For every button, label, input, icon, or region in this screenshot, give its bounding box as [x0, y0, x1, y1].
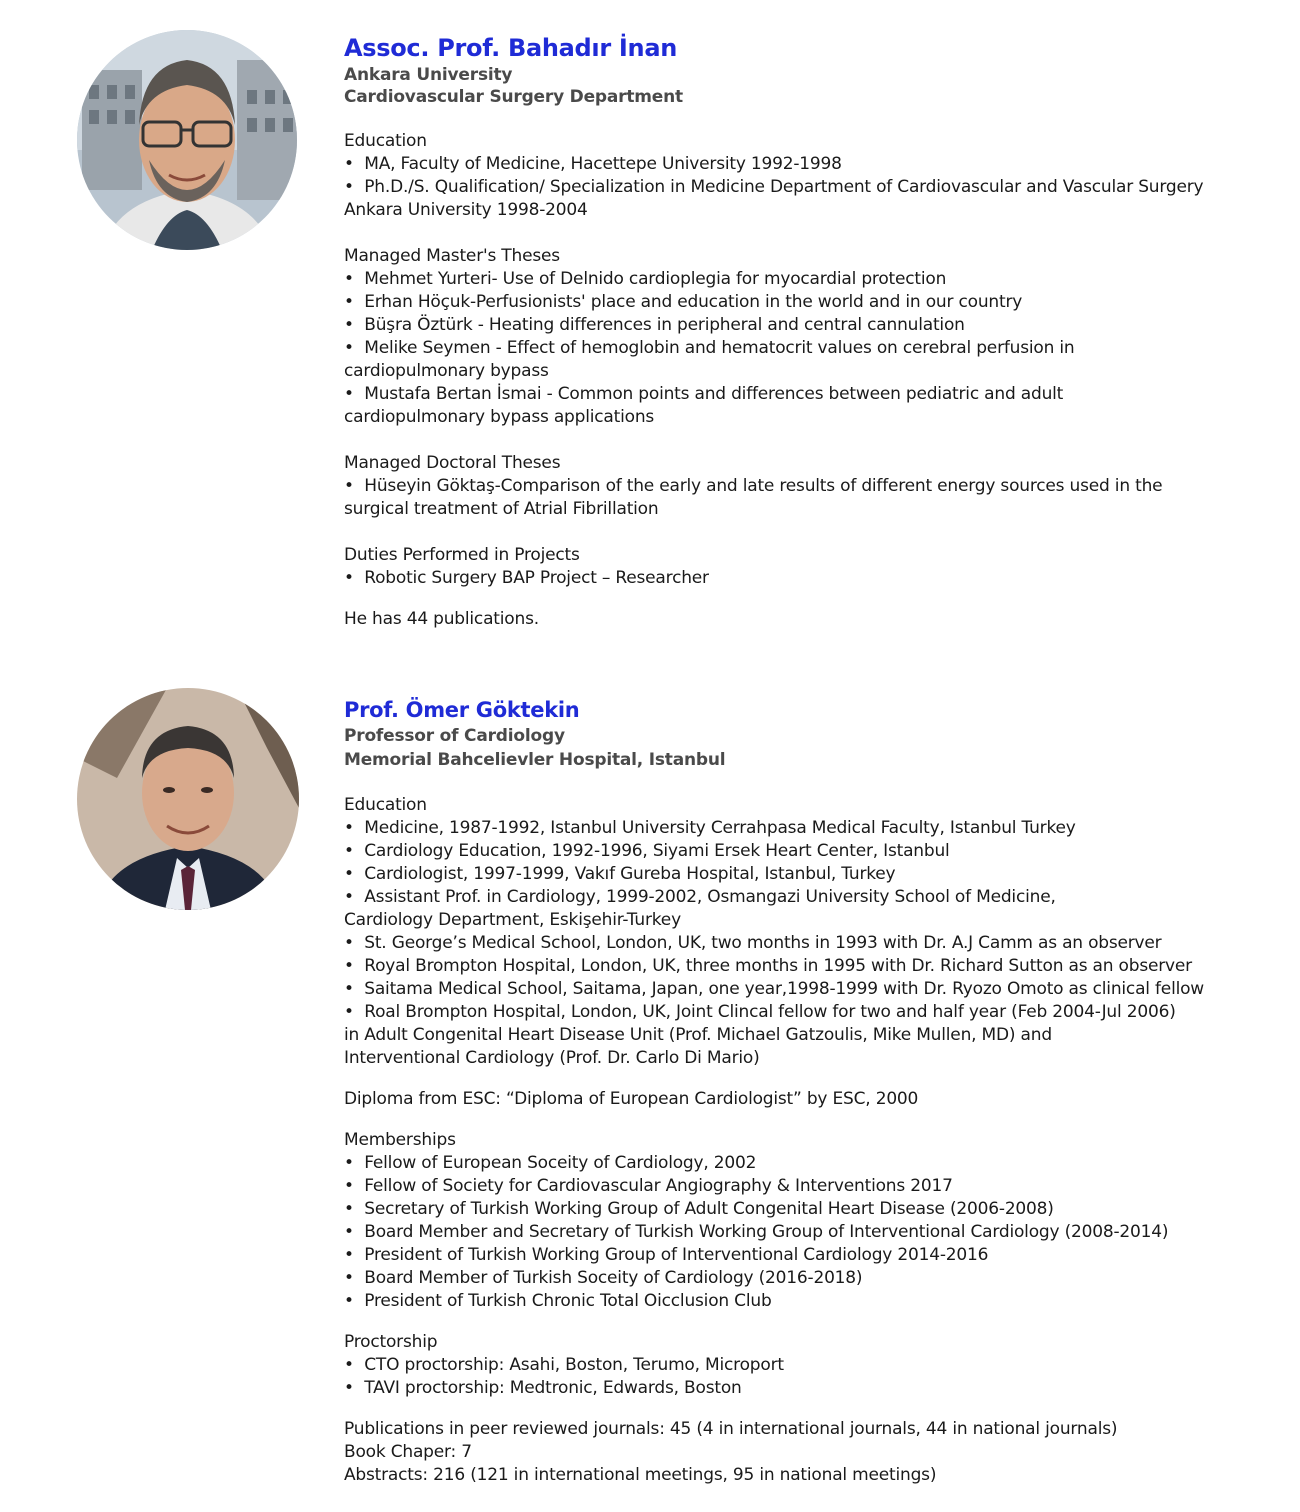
- section-doctoral-theses: [344, 452, 1244, 521]
- profile-content: [344, 696, 1244, 1487]
- section-education: [344, 130, 1244, 222]
- section-diploma: [344, 1088, 1244, 1111]
- list-item: • Board Member of Turkish Soceity of Cardiology (2016-2018): [344, 1267, 1244, 1290]
- list-item: • Melike Seymen - Effect of hemoglobin and hematocrit values on cerebral perfusion in: [344, 337, 1244, 360]
- portrait-photo-inan: [77, 30, 297, 250]
- list-item-continuation: Interventional Cardiology (Prof. Dr. Carlo Di Mario): [344, 1048, 760, 1068]
- section-education: [344, 794, 1244, 1070]
- publications-summary: [344, 608, 1244, 631]
- list-item: • Fellow of Society for Cardiovascular Angiography & Interventions 2017: [344, 1175, 1244, 1198]
- list-item: • Erhan Höçuk-Perfusionists' place and education in the world and in our country: [344, 291, 1244, 314]
- list-item-continuation: Cardiology Department, Eskişehir-Turkey: [344, 910, 681, 930]
- portrait-photo-goktekin: [77, 688, 299, 910]
- list-item-continuation: cardiopulmonary bypass: [344, 361, 549, 381]
- profile-name: Prof. Ömer Göktekin: [344, 698, 580, 722]
- list-item-continuation: in Adult Congenital Heart Disease Unit (Prof. Michael Gatzoulis, Mike Mullen, MD) and: [344, 1025, 1052, 1045]
- publications-summary: [344, 1418, 1244, 1487]
- list-item: • Secretary of Turkish Working Group of Adult Congenital Heart Disease (2006-2008): [344, 1198, 1244, 1221]
- list-item: • Assistant Prof. in Cardiology, 1999-2002, Osmangazi University School of Medicine,: [344, 886, 1244, 909]
- list-item: • Cardiology Education, 1992-1996, Siyami Ersek Heart Center, Istanbul: [344, 840, 1244, 863]
- footer-line: Book Chaper: 7: [344, 1442, 472, 1462]
- list-item: • Saitama Medical School, Saitama, Japan, one year,1998-1999 with Dr. Ryozo Omoto as clinical fellow: [344, 978, 1244, 1001]
- list-item: • President of Turkish Working Group of Interventional Cardiology 2014-2016: [344, 1244, 1244, 1267]
- affiliation-line: Ankara University: [344, 65, 513, 85]
- section-heading: Memberships: [344, 1130, 456, 1150]
- section-heading: Managed Master's Theses: [344, 246, 560, 266]
- list-item-continuation: Ankara University 1998-2004: [344, 200, 588, 220]
- list-item-continuation: surgical treatment of Atrial Fibrillation: [344, 499, 659, 519]
- list-item: • CTO proctorship: Asahi, Boston, Terumo, Microport: [344, 1354, 1244, 1377]
- list-item: • Mehmet Yurteri- Use of Delnido cardioplegia for myocardial protection: [344, 268, 1244, 291]
- list-item: • St. George’s Medical School, London, UK, two months in 1993 with Dr. A.J Camm as an observer: [344, 932, 1244, 955]
- list-item: • Royal Brompton Hospital, London, UK, three months in 1995 with Dr. Richard Sutton as an observer: [344, 955, 1244, 978]
- list-item: • Mustafa Bertan İsmai - Common points and differences between pediatric and adult: [344, 383, 1244, 406]
- list-item: • Medicine, 1987-1992, Istanbul University Cerrahpasa Medical Faculty, Istanbul Turkey: [344, 817, 1244, 840]
- affiliation-line: Professor of Cardiology: [344, 726, 565, 746]
- profile-content: [344, 32, 1244, 631]
- footer-line: Publications in peer reviewed journals: 45 (4 in international journals, 44 in national journals): [344, 1419, 1118, 1439]
- list-item: • Board Member and Secretary of Turkish Working Group of Interventional Cardiology (2008-2014): [344, 1221, 1244, 1244]
- list-item: • TAVI proctorship: Medtronic, Edwards, Boston: [344, 1377, 1244, 1400]
- list-item: • Robotic Surgery BAP Project – Researcher: [344, 567, 1244, 590]
- avatar: [77, 688, 299, 910]
- section-heading: Duties Performed in Projects: [344, 545, 580, 565]
- list-item: • Hüseyin Göktaş-Comparison of the early and late results of different energy sources used in the: [344, 475, 1244, 498]
- footer-line: Abstracts: 216 (121 in international meetings, 95 in national meetings): [344, 1465, 937, 1485]
- section-heading: Managed Doctoral Theses: [344, 453, 561, 473]
- section-heading: Education: [344, 795, 427, 815]
- affiliation-line: Memorial Bahcelievler Hospital, Istanbul: [344, 750, 726, 770]
- section-masters-theses: [344, 245, 1244, 429]
- list-item-continuation: cardiopulmonary bypass applications: [344, 407, 655, 427]
- affiliation-line: Cardiovascular Surgery Department: [344, 87, 683, 107]
- footer-line: He has 44 publications.: [344, 609, 539, 629]
- avatar: [77, 30, 297, 250]
- list-item: • Roal Brompton Hospital, London, UK, Joint Clincal fellow for two and half year (Feb 2004-Jul 2006): [344, 1001, 1244, 1024]
- list-item: • MA, Faculty of Medicine, Hacettepe University 1992-1998: [344, 153, 1244, 176]
- section-projects: [344, 544, 1244, 590]
- section-heading: Proctorship: [344, 1332, 438, 1352]
- list-item: • President of Turkish Chronic Total Oicclusion Club: [344, 1290, 1244, 1313]
- section-proctorship: [344, 1331, 1244, 1400]
- section-heading: Diploma from ESC: “Diploma of European Cardiologist” by ESC, 2000: [344, 1089, 919, 1109]
- list-item: • Fellow of European Soceity of Cardiology, 2002: [344, 1152, 1244, 1175]
- profile-name: Assoc. Prof. Bahadır İnan: [344, 34, 678, 62]
- section-heading: Education: [344, 131, 427, 151]
- section-memberships: [344, 1129, 1244, 1313]
- list-item: • Ph.D./S. Qualification/ Specialization in Medicine Department of Cardiovascular and Vascular Surgery: [344, 176, 1244, 199]
- list-item: • Büşra Öztürk - Heating differences in peripheral and central cannulation: [344, 314, 1244, 337]
- list-item: • Cardiologist, 1997-1999, Vakıf Gureba Hospital, Istanbul, Turkey: [344, 863, 1244, 886]
